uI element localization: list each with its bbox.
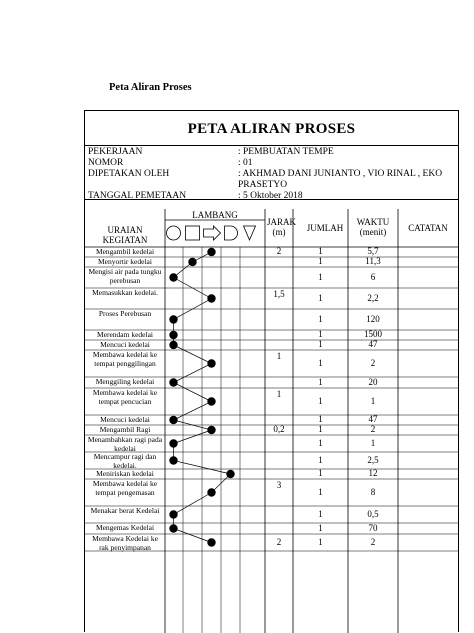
- count-cell: 1: [318, 454, 323, 465]
- activity-description: Mencuci kedelai: [100, 340, 150, 349]
- flow-step-marker: [169, 378, 177, 386]
- activity-description: Merendam kedelai: [96, 330, 153, 339]
- flow-step-marker: [169, 416, 177, 424]
- header-lambang: LAMBANG: [192, 210, 238, 220]
- flow-step-marker: [169, 439, 177, 447]
- count-cell: 1: [318, 292, 323, 303]
- activity-description: Mengambil kedelai: [95, 247, 155, 256]
- page-caption: Peta Aliran Proses: [109, 82, 192, 93]
- time-cell: 2: [370, 357, 376, 368]
- flow-step-marker: [169, 331, 177, 339]
- time-cell: 2,5: [367, 454, 379, 465]
- count-cell: 1: [318, 271, 323, 282]
- time-cell: 6: [370, 271, 376, 282]
- time-cell: 2,2: [367, 292, 379, 303]
- header-jarak: JARAK (m): [267, 217, 297, 237]
- activity-description: Menyortir kedelai: [98, 257, 152, 266]
- activity-description: Menambahkan ragi pada kedelai: [87, 435, 163, 453]
- flow-step-marker: [169, 524, 177, 532]
- time-cell: 8: [370, 486, 376, 497]
- time-cell: 1: [370, 395, 376, 406]
- count-cell: 1: [318, 376, 323, 387]
- flow-step-marker: [169, 315, 177, 323]
- count-cell: 1: [318, 414, 323, 424]
- process-table: [85, 209, 458, 633]
- count-cell: 1: [318, 339, 323, 349]
- header-jumlah: JUMLAH: [306, 223, 344, 233]
- activity-description: Mengemas Kedelai: [95, 523, 155, 532]
- distance-cell: 2: [276, 246, 282, 256]
- activity-description: Mencuci kedelai: [100, 415, 150, 424]
- distance-cell: 3: [276, 480, 282, 490]
- info-value-tanggal: : 5 Oktober 2018: [238, 191, 303, 201]
- info-label-nomor: NOMOR: [88, 158, 124, 168]
- activity-description: Mengisi air pada tungku perebusan: [88, 267, 162, 285]
- header-catatan: CATATAN: [408, 223, 448, 233]
- flow-step-marker: [207, 248, 215, 256]
- flow-step-marker: [169, 510, 177, 518]
- info-value-nomor: : 01: [238, 158, 253, 168]
- triangle-symbol-icon: [244, 226, 256, 240]
- time-cell: 20: [368, 376, 378, 387]
- flow-step-marker: [207, 359, 215, 367]
- activity-description: Menakar berat Kedelai: [90, 506, 160, 515]
- count-cell: 1: [318, 536, 323, 547]
- flow-step-marker: [207, 538, 215, 546]
- distance-cell: 2: [276, 536, 282, 547]
- info-label-tanggal: TANGGAL PEMETAAN: [88, 191, 187, 201]
- count-cell: 1: [318, 508, 323, 519]
- activity-description: Proses Perebusan: [98, 309, 152, 318]
- distance-cell: 1: [276, 389, 282, 399]
- flow-step-marker: [207, 488, 215, 496]
- time-cell: 11,3: [365, 256, 381, 266]
- flow-step-marker: [226, 470, 234, 478]
- count-cell: 1: [318, 424, 323, 434]
- count-cell: 1: [318, 357, 323, 368]
- delay-symbol-icon: [225, 226, 238, 240]
- time-cell: 47: [368, 339, 378, 349]
- activity-description: Memasukkan kedelai.: [92, 288, 158, 297]
- distance-cell: 1: [276, 351, 282, 361]
- time-cell: 1500: [364, 329, 382, 339]
- info-value-pemeta: : AKHMAD DANI JUNIANTO , VIO RINAL , EKO PRASETYO: [238, 169, 443, 190]
- info-divider: [85, 199, 458, 200]
- activity-description: Menggiling kedelai: [95, 377, 155, 386]
- activity-description: Membawa kedelai ke tempat penggilingan: [92, 350, 158, 368]
- count-cell: 1: [318, 329, 323, 339]
- header-uraian-kegiatan: URAIAN KEGIATAN: [102, 225, 148, 245]
- activity-description: Membawa kedelai ke tempat pencucian: [92, 388, 158, 406]
- flow-step-marker: [169, 456, 177, 464]
- time-cell: 2: [370, 424, 376, 434]
- flow-step-marker: [207, 294, 215, 302]
- distance-cell: 0,2: [273, 424, 285, 434]
- activity-description: Meniriskan kedelai: [96, 469, 154, 478]
- count-cell: 1: [318, 246, 323, 256]
- count-cell: 1: [318, 395, 323, 406]
- flow-step-marker: [188, 258, 196, 266]
- time-cell: 0,5: [367, 508, 379, 519]
- count-cell: 1: [318, 468, 323, 478]
- count-cell: 1: [318, 313, 323, 324]
- time-cell: 120: [366, 313, 380, 324]
- info-block: [85, 147, 458, 201]
- flow-step-marker: [169, 341, 177, 349]
- distance-cell: 1,5: [273, 289, 285, 299]
- count-cell: 1: [318, 486, 323, 497]
- activity-description: Mengambil Ragi: [99, 425, 151, 434]
- time-cell: 5,7: [367, 246, 379, 256]
- count-cell: 1: [318, 437, 323, 448]
- square-symbol-icon: [186, 226, 200, 240]
- count-cell: 1: [318, 256, 323, 266]
- chart-title: PETA ALIRAN PROSES: [187, 121, 356, 137]
- activity-description: Mencampur ragi dan kedelai.: [93, 452, 157, 470]
- time-cell: 47: [368, 414, 378, 424]
- info-value-pekerjaan: : PEMBUATAN TEMPE: [238, 147, 334, 157]
- activity-description: Membawa kedelai ke tempat pengemasan: [92, 479, 158, 497]
- flow-step-marker: [207, 397, 215, 405]
- info-label-pekerjaan: PEKERJAAN: [88, 147, 143, 157]
- circle-symbol-icon: [167, 226, 181, 240]
- header-waktu: WAKTU (menit): [356, 217, 390, 237]
- time-cell: 1: [370, 437, 376, 448]
- info-label-pemeta: DIPETAKAN OLEH: [88, 169, 170, 179]
- flow-chart-sheet: [84, 110, 459, 632]
- time-cell: 12: [368, 468, 378, 478]
- count-cell: 1: [318, 522, 323, 533]
- time-cell: 2: [370, 536, 376, 547]
- arrow-symbol-icon: [204, 226, 221, 240]
- flow-step-marker: [207, 426, 215, 434]
- activity-description: Membawa Kedelai ke rak penyimpanan: [92, 534, 158, 552]
- title-divider: [85, 145, 458, 146]
- time-cell: 70: [368, 522, 378, 533]
- flow-step-marker: [169, 273, 177, 281]
